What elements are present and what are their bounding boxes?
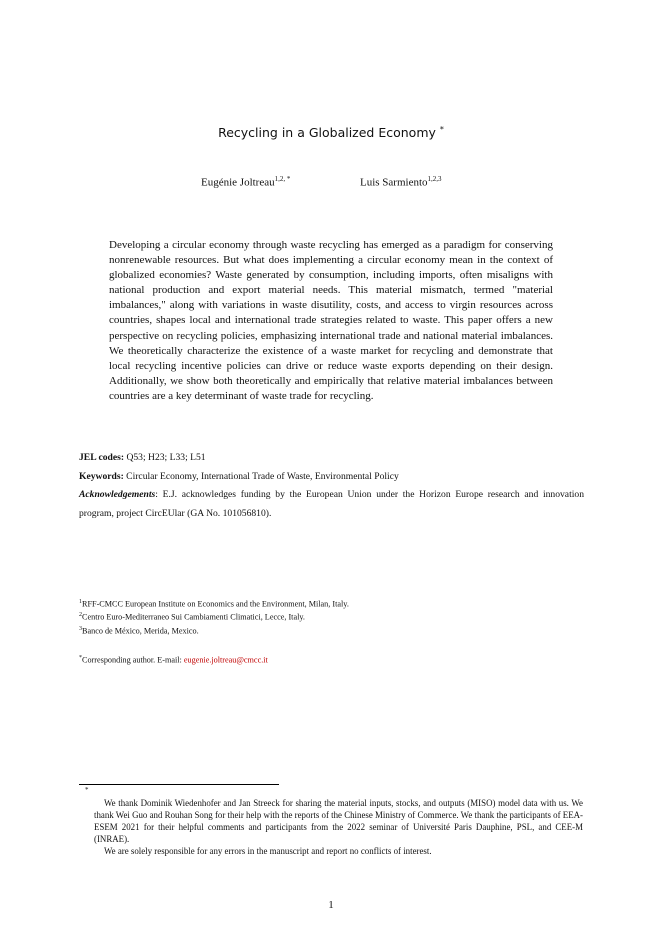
author-1-affil: 1,2, * [274, 175, 291, 183]
footnote-rule [79, 784, 279, 785]
title-text: Recycling in a Globalized Economy [218, 125, 436, 141]
author-1-name: Eugénie Joltreau [201, 176, 275, 189]
affiliation-3-mark: 3 [79, 625, 82, 632]
footnote-paragraph-2: We are solely responsible for any errors in the manuscript and report no conflicts of interest. [104, 846, 432, 856]
keywords-value: Circular Economy, International Trade of Waste, Environmental Policy [126, 471, 399, 482]
jel-value: Q53; H23; L33; L51 [126, 452, 206, 463]
affiliation-3 [79, 624, 349, 637]
author-2-affil: 1,2,3 [427, 175, 442, 183]
affiliation-3-text: Banco de México, Merida, Mexico. [82, 626, 199, 636]
footnote [94, 797, 583, 857]
affiliation-1-text: RFF-CMCC European Institute on Economics and the Environment, Milan, Italy. [82, 599, 349, 609]
jel-label: JEL codes: [79, 452, 125, 463]
keywords-label: Keywords: [79, 471, 124, 482]
affiliation-1 [79, 597, 349, 610]
footnote-mark: * [85, 786, 89, 794]
corresponding-text: Corresponding author. E-mail: [82, 655, 182, 665]
keywords [79, 467, 584, 486]
affiliation-2-mark: 2 [79, 612, 82, 619]
affiliations [79, 597, 349, 637]
jel-codes [79, 448, 584, 467]
author-2 [360, 175, 442, 189]
affiliation-2 [79, 610, 349, 623]
footnote-paragraph-1: We thank Dominik Wiedenhofer and Jan Streeck for sharing the material inputs, stocks, and outputs (MISO) model data with us. We thank Wei Guo and Rouhan Song for their help with the reports of the Chinese Ministry of Commerce. We thank the participants of EEA-ESEM 2021 for their helpful comments and participants from the 2022 seminar of Université Paris Dauphine, PSL, and CEE-M (INRAE). [94, 798, 583, 844]
acknowledgements-text: : E.J. acknowledges funding by the European Union under the Horizon Europe research and innovation program, project CircEUlar (GA No. 101056810). [79, 489, 584, 519]
author-2-name: Luis Sarmiento [360, 176, 428, 189]
abstract: Developing a circular economy through waste recycling has emerged as a paradigm for conserving nonrenewable resources. But what does implementing a circular economy mean in the context of globalized economies? Waste generated by consumption, including imports, often misaligns with national production and export material needs. This material mismatch, termed "material imbalances," along with variations in waste disutility, costs, and access to virgin resources across countries, shapes local and international trade strategies related to waste. This paper offers a new perspective on recycling policies, emphasizing international trade and national material imbalances. We theoretically characterize the existence of a waste market for recycling and demonstrate that local recycling incentive policies can drive or reduce waste exports depending on their design. Additionally, we show both theoretically and empirically that relative material imbalances between countries are a key determinant of waste trade for recycling. [109, 239, 553, 402]
author-1 [201, 175, 290, 189]
affiliation-1-mark: 1 [79, 599, 82, 605]
title-footnote-mark: * [439, 125, 444, 134]
affiliation-2-text: Centro Euro-Mediterraneo Sui Cambiamenti Climatici, Lecce, Italy. [82, 613, 305, 623]
paper-title [0, 125, 662, 140]
corresponding-author [79, 653, 268, 666]
corresponding-mark: * [79, 655, 82, 661]
corresponding-email-link[interactable]: eugenie.joltreau@cmcc.it [183, 655, 268, 665]
acknowledgements [79, 485, 584, 523]
acknowledgements-label: Acknowledgements [79, 489, 156, 500]
page-number: 1 [328, 899, 334, 911]
